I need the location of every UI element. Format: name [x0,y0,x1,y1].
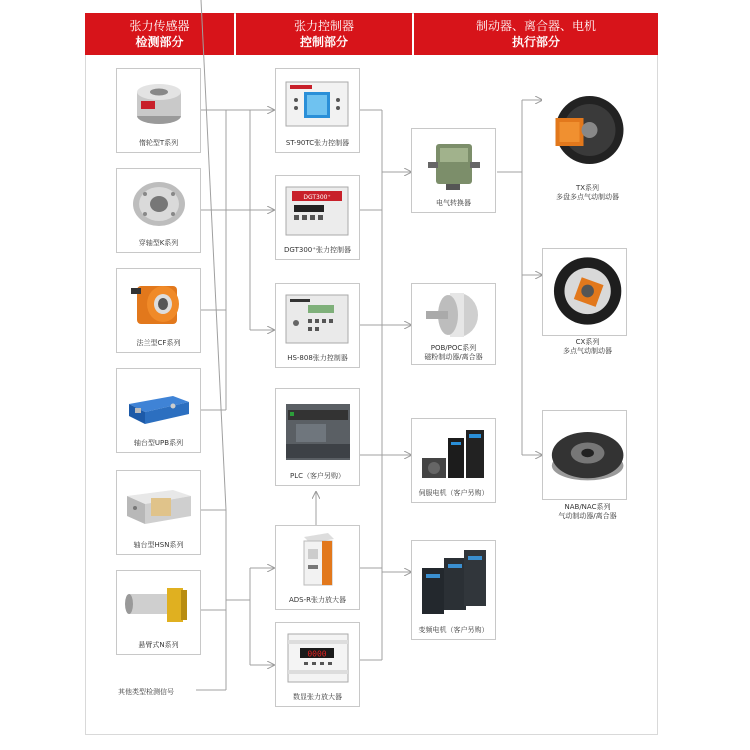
sensor-card-hsn-series [116,470,201,555]
controller-label: ADS-R张力放大器 [288,596,346,604]
cantilever-sensor-icon [123,576,194,636]
actuator-card-vfd [411,540,496,640]
sensor-label: 悬臂式N系列 [138,641,179,649]
controller-label: PLC（客户另购） [289,472,345,480]
magnetic-brake-icon [418,289,489,345]
dgt300-screen-text: DGT300⁺ [303,194,331,201]
controller-card-dgt300 [275,175,360,260]
sensor-label: 轴台型UPB系列 [133,439,184,447]
sensor-label: 穿轴型K系列 [138,239,179,247]
brake-card-tx [542,92,627,182]
header-sensors-title: 张力传感器 [129,19,190,33]
pedestal-sensor-icon [123,374,194,434]
ads-r-amplifier-icon [282,531,353,591]
actuator-label: 伺服电机（客户另购） [418,489,489,497]
sensor-label: 惰轮型T系列 [138,139,179,147]
dgt300-controller-icon [282,181,353,241]
brake-label-sub: 多盘多点气动制动器 [556,193,619,201]
sensor-label: 法兰型CF系列 [136,339,181,347]
controller-label: 数显张力放大器 [293,693,342,701]
through-shaft-sensor-icon [123,174,194,234]
controller-label: ST-90TC张力控制器 [285,139,350,147]
brake-card-nab [542,410,627,500]
brake-label-sub: 气动制动器/离合器 [558,512,617,520]
brake-label: CX系列 [575,338,600,346]
hs808-controller-icon [282,289,353,349]
plc-icon [282,394,353,466]
servo-motor-icon [418,424,489,484]
other-signals-label: 其他类型检测信号 [118,688,174,696]
controller-card-hs808 [275,283,360,368]
digital-amplifier-icon [282,628,353,688]
brake-label: NAB/NAC系列 [564,503,611,511]
actuator-label-group [412,344,495,362]
sensor-card-cf-series [116,268,201,353]
actuator-label: POB/POC系列 [430,344,477,352]
brake-label: TX系列 [575,184,600,192]
pedestal-hsn-sensor-icon [123,476,194,536]
sensor-card-k-series [116,168,201,253]
brake-tx-caption [540,184,635,202]
controller-card-plc [275,388,360,486]
brake-label-sub: 多点气动制动器 [563,347,612,355]
brake-nab-caption [540,503,635,521]
nab-brake-icon [546,413,624,493]
st90tc-controller-icon [282,74,353,134]
brake-cx-caption [540,338,635,356]
actuator-card-pob [411,283,496,365]
flange-sensor-icon [123,274,194,334]
sensor-card-n-series [116,570,201,655]
idler-sensor-icon [123,74,194,134]
actuator-label-sub: 磁粉制动器/离合器 [424,353,483,361]
header-controllers-title: 张力控制器 [293,19,354,33]
controller-label: HS-808张力控制器 [287,354,348,362]
header-actuators-title: 制动器、离合器、电机 [475,19,596,33]
tx-brake-icon [546,92,624,168]
actuator-label: 电气转换器 [436,199,471,207]
sensor-card-upb-series [116,368,201,453]
actuator-label: 变频电机（客户另购） [418,626,489,634]
sensor-label: 轴台型HSN系列 [133,541,184,549]
actuator-card-converter [411,128,496,213]
actuator-card-servo [411,418,496,503]
ep-converter-icon [418,134,489,194]
header-actuators-subtitle: 执行部分 [511,35,560,49]
controller-card-digital-amp [275,622,360,707]
digital-display-text: 0000 [307,649,327,659]
header-sensors-subtitle: 检测部分 [135,35,184,49]
brake-card-cx [542,248,627,336]
cx-brake-icon [546,251,624,331]
controller-card-ads-r [275,525,360,610]
header-controllers-subtitle: 控制部分 [299,35,348,49]
controller-card-st90tc [275,68,360,153]
sensor-card-t-series [116,68,201,153]
controller-label: DGT300⁺张力控制器 [284,246,351,254]
inverter-icon [418,546,489,618]
